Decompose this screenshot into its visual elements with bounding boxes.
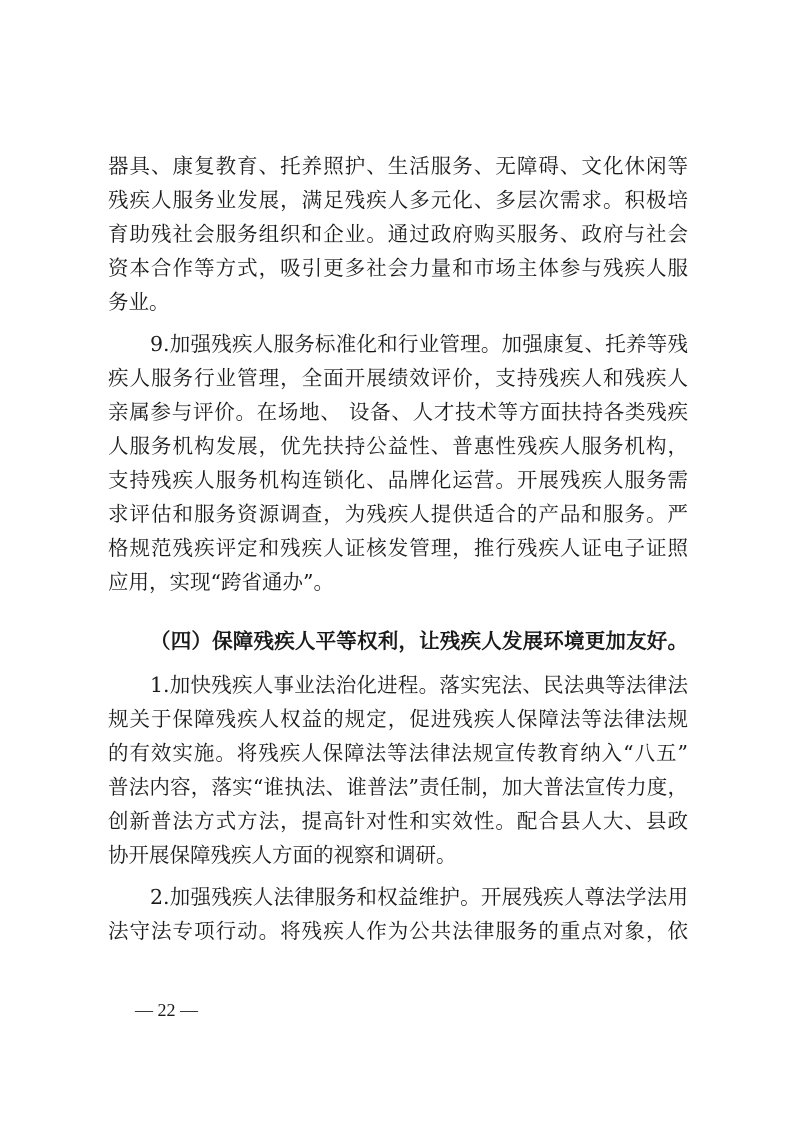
paragraph-line: 育助残社会服务组织和企业。通过政府购买服务、政府与社会 [108,222,688,246]
paragraph-line: 创新普法方式方法，提高针对性和实效性。配合县人大、县政 [108,809,688,833]
paragraph-line: 务业。 [108,290,170,314]
paragraph-line: 1.加快残疾人事业法治化进程。落实宪法、民法典等法律法 [150,673,688,697]
paragraph-line: 普法内容，落实“谁执法、谁普法”责任制，加大普法宣传力度， [108,775,688,799]
paragraph-line: 求评估和服务资源调查，为残疾人提供适合的产品和服务。严 [108,502,688,526]
paragraph-line: 规关于保障残疾人权益的规定，促进残疾人保障法等法律法规 [108,707,688,731]
paragraph-line: 人服务机构发展，优先扶持公益性、普惠性残疾人服务机构， [108,434,688,458]
paragraph-line: 9.加强残疾人服务标准化和行业管理。加强康复、托养等残 [150,332,688,356]
paragraph-line: 应用，实现“跨省通办”。 [108,570,334,594]
paragraph-line: 疾人服务行业管理，全面开展绩效评价，支持残疾人和残疾人 [108,366,688,390]
paragraph-line: 器具、康复教育、托养照护、生活服务、无障碍、文化休闲等 [108,154,688,178]
paragraph-line: 法守法专项行动。将残疾人作为公共法律服务的重点对象，依 [108,919,688,943]
page-number: — 22 — [135,1000,198,1020]
section-heading: （四）保障残疾人平等权利，让残疾人发展环境更加友好。 [150,629,688,653]
paragraph-line: 支持残疾人服务机构连锁化、品牌化运营。开展残疾人服务需 [108,468,688,492]
paragraph-line: 的有效实施。将残疾人保障法等法律法规宣传教育纳入“八五” [108,741,688,765]
paragraph-line: 残疾人服务业发展，满足残疾人多元化、多层次需求。积极培 [108,188,688,212]
paragraph-line: 资本合作等方式，吸引更多社会力量和市场主体参与残疾人服 [108,256,688,280]
paragraph-line: 2.加强残疾人法律服务和权益维护。开展残疾人尊法学法用 [150,885,688,909]
paragraph-line: 亲属参与评价。在场地、 设备、人才技术等方面扶持各类残疾 [108,400,688,424]
paragraph-line: 格规范残疾评定和残疾人证核发管理，推行残疾人证电子证照 [108,536,688,560]
paragraph-line: 协开展保障残疾人方面的视察和调研。 [108,843,457,867]
